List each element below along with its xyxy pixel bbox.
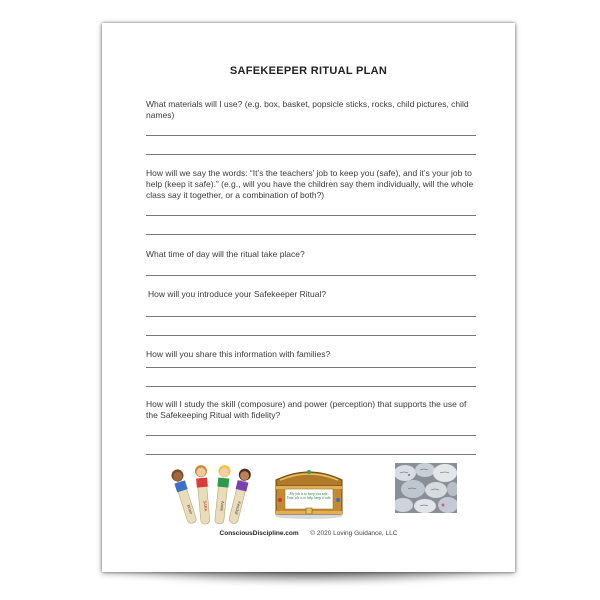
question-time-of-day: What time of day will the ritual take place?: [146, 249, 305, 259]
stick-label-3: Annie: [219, 500, 226, 512]
worksheet-page: [102, 23, 515, 572]
box-label-text: My job is to keep you safe. Your job is to help keep it safe.: [286, 492, 332, 501]
popsicle-sticks-image: [164, 460, 254, 526]
stick-label-4: Kendall: [233, 500, 243, 516]
answer-line: [146, 154, 476, 155]
question-study-skill: How will I study the skill (composure) and power (perception) that supports the use of the Safekeeping Ritual with fidelity?: [146, 399, 467, 420]
answer-line: [146, 275, 476, 276]
stick-label-2: SARA: [202, 500, 209, 512]
footer: [102, 530, 515, 537]
answer-line: [146, 335, 476, 336]
answer-line: [146, 135, 476, 136]
answer-line: [146, 386, 476, 387]
answer-line: [146, 435, 476, 436]
answer-line: [146, 316, 476, 317]
answer-line: [146, 454, 476, 455]
question-materials: What materials will I use? (e.g. box, basket, popsicle sticks, rocks, child pictures, child names): [146, 99, 469, 120]
answer-line: [146, 215, 476, 216]
painted-rocks-image: [395, 463, 457, 513]
question-words: How will we say the words: “It’s the teachers’ job to keep you (safe), and it’s your job to help (keep it safe).” (e.g., will you have the children say them individually, will the whole class say it together, or a combination of both?): [146, 168, 474, 200]
footer-site: ConsciousDiscipline.com: [219, 530, 299, 537]
answer-line: [146, 367, 476, 368]
footer-copyright: © 2020 Loving Guidance, LLC: [310, 530, 398, 537]
worksheet-title: SAFEKEEPER RITUAL PLAN: [229, 65, 388, 77]
question-families: How will you share this information with families?: [146, 349, 331, 359]
treasure-box-image: [272, 464, 346, 519]
stick-label-1: Brian: [186, 503, 194, 515]
answer-line: [146, 234, 476, 235]
question-introduce: How will you introduce your Safekeeper Ritual?: [148, 289, 327, 299]
